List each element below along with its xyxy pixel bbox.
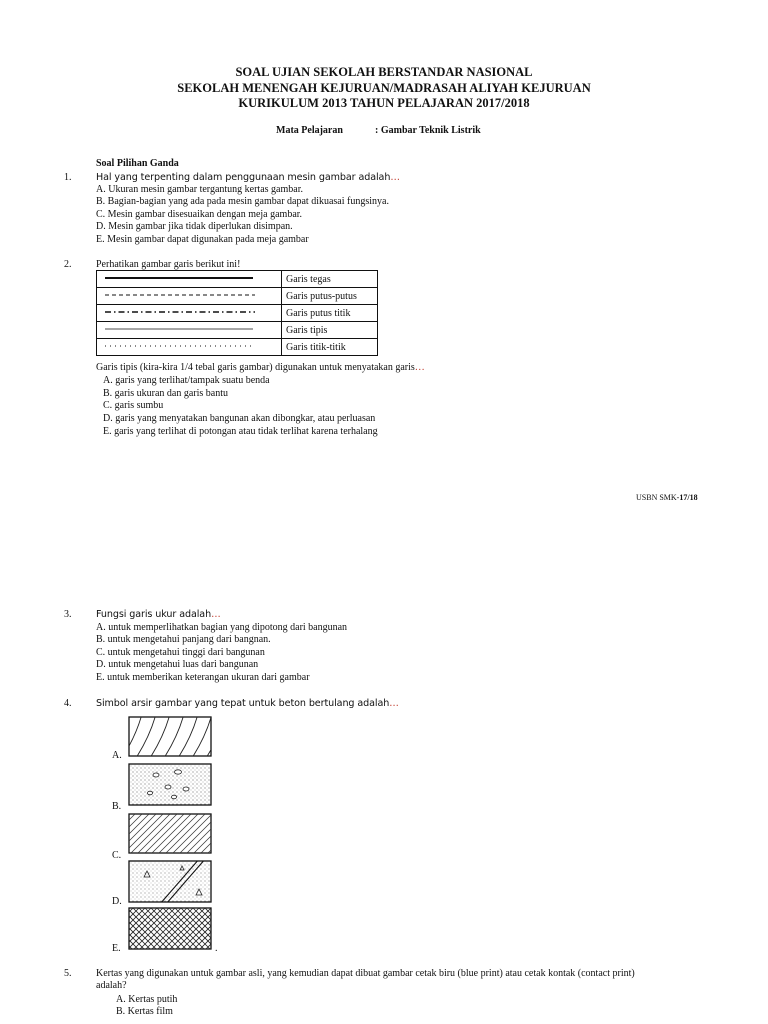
section-title: Soal Pilihan Ganda — [96, 158, 179, 169]
hatch-pattern-cross-hatch — [128, 907, 214, 951]
option: A. untuk memperlihatkan bagian yang dipotong dari bangunan — [96, 622, 348, 633]
question-2-prompt: Garis tipis (kira-kira 1/4 tebal garis gambar) digunakan untuk menyatakan garis — [96, 362, 415, 373]
line-type-table — [96, 270, 378, 356]
option-label: D. — [112, 896, 122, 907]
option-label: C. — [112, 850, 122, 861]
line-sample-dash-dot — [97, 305, 282, 322]
question-1-text: Hal yang terpenting dalam penggunaan mesin gambar adalah — [96, 172, 391, 183]
question-2-subtext — [96, 362, 425, 373]
option: B. garis ukuran dan garis bantu — [103, 388, 228, 399]
trailing-dot: . — [215, 943, 218, 954]
line-sample-solid-thin — [97, 322, 282, 339]
hatch-pattern-concrete — [128, 763, 214, 807]
header-line-2: SEKOLAH MENENGAH KEJURUAN/MADRASAH ALIYAH KEJURUAN — [177, 81, 591, 95]
hatch-pattern-reinforced-concrete — [128, 860, 214, 904]
ellipsis: … — [390, 172, 400, 183]
question-3-text: Fungsi garis ukur adalah — [96, 609, 212, 620]
question-text — [96, 609, 221, 620]
option-label: E. — [112, 943, 121, 954]
option: D. Mesin gambar jika tidak diperlukan disimpan. — [96, 221, 293, 232]
option: D. garis yang menyatakan bangunan akan dibongkar, atau perluasan — [103, 413, 376, 424]
option: B. Kertas film — [116, 1006, 173, 1017]
table-row — [97, 288, 378, 305]
ellipsis: … — [211, 609, 221, 620]
subject-label: Mata Pelajaran — [276, 125, 343, 136]
footer-code: 17/18 — [679, 493, 698, 502]
option: A. Kertas putih — [116, 994, 178, 1005]
question-5-text-cont: adalah? — [96, 980, 127, 991]
question-number: 1. — [64, 172, 72, 183]
question-number: 3. — [64, 609, 72, 620]
line-label: Garis putus-putus — [282, 288, 378, 305]
line-label: Garis tipis — [282, 322, 378, 339]
option: C. Mesin gambar disesuaikan dengan meja gambar. — [96, 209, 303, 220]
option: B. Bagian-bagian yang ada pada mesin gambar dapat dikuasai fungsinya. — [96, 196, 389, 207]
question-number: 5. — [64, 968, 72, 979]
option: D. untuk mengetahui luas dari bangunan — [96, 659, 259, 670]
option-label: B. — [112, 801, 122, 812]
option: E. garis yang terlihat di potongan atau tidak terlihat karena terhalang — [103, 426, 378, 437]
option: E. untuk memberikan keterangan ukuran dari gambar — [96, 672, 310, 683]
line-label: Garis putus titik — [282, 305, 378, 322]
footer-prefix: USBN SMK- — [636, 493, 680, 502]
line-label: Garis tegas — [282, 271, 378, 288]
ellipsis: … — [414, 362, 425, 373]
header-line-3: KURIKULUM 2013 TAHUN PELAJARAN 2017/2018 — [238, 96, 530, 110]
option: C. garis sumbu — [103, 400, 164, 411]
question-text — [96, 698, 399, 709]
option: A. Ukuran mesin gambar tergantung kertas gambar. — [96, 184, 303, 195]
question-5-text: Kertas yang digunakan untuk gambar asli, yang kemudian dapat dibuat gambar cetak biru (blue print) atau cetak kontak (contact print) — [96, 968, 635, 979]
option-label: A. — [112, 750, 122, 761]
line-sample-dashed — [97, 288, 282, 305]
question-number: 4. — [64, 698, 72, 709]
question-2-text: Perhatikan gambar garis berikut ini! — [96, 259, 241, 270]
line-sample-solid-thick — [97, 271, 282, 288]
table-row — [97, 305, 378, 322]
option: C. untuk mengetahui tinggi dari bangunan — [96, 647, 265, 658]
question-number: 2. — [64, 259, 72, 270]
question-text — [96, 172, 400, 183]
table-row — [97, 339, 378, 356]
option: A. garis yang terlihat/tampak suatu benda — [103, 375, 270, 386]
table-row — [97, 271, 378, 288]
line-label: Garis titik-titik — [282, 339, 378, 356]
option: B. untuk mengetahui panjang dari bangnan. — [96, 634, 271, 645]
option: E. Mesin gambar dapat digunakan pada meja gambar — [96, 234, 309, 245]
subject-value: : Gambar Teknik Listrik — [375, 125, 481, 136]
hatch-pattern-diagonal-single — [128, 813, 214, 855]
ellipsis: … — [389, 698, 399, 709]
header-line-1: SOAL UJIAN SEKOLAH BERSTANDAR NASIONAL — [235, 65, 533, 79]
hatch-pattern-curved-lines — [128, 716, 214, 758]
table-row — [97, 322, 378, 339]
question-4-text: Simbol arsir gambar yang tepat untuk beton bertulang adalah — [96, 698, 390, 709]
line-sample-dotted — [97, 339, 282, 356]
page-footer — [636, 493, 698, 502]
